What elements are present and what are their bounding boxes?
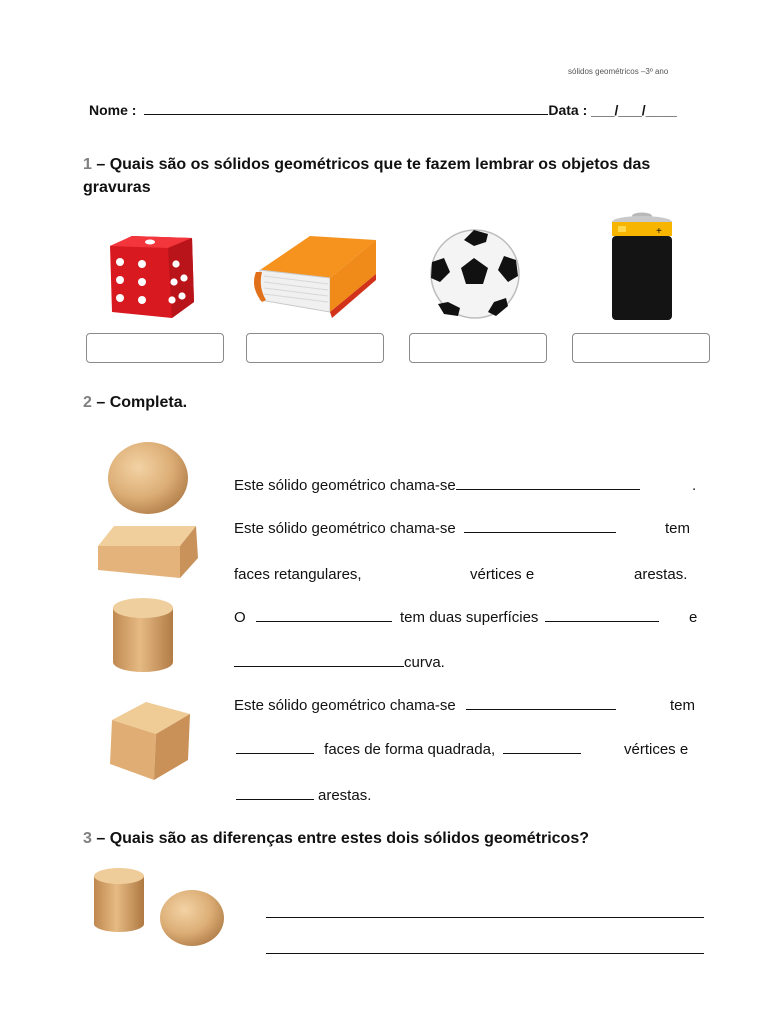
sphere-image [106,440,190,516]
cylinder-small-image [92,866,146,934]
dice-image [102,232,202,322]
soccer-ball-image [426,228,524,320]
q2-line-7a: faces de forma quadrada, [324,741,496,758]
question-1 [83,156,650,174]
answer-box-ball[interactable] [409,333,547,363]
question-1-number: 1 [83,156,92,173]
question-2-text: – Completa. [91,394,188,411]
q2-line-5 [234,654,445,671]
battery-image [608,210,676,322]
prism-image [96,522,200,580]
q2-blank-cylinder-name[interactable] [256,620,392,622]
q2-blank-cube-faces[interactable] [236,752,314,754]
q2-line-3b: vértices e [470,566,535,583]
q2-line-4a: O [234,609,246,626]
q2-line-4b: tem duas superfícies [400,609,539,626]
question-3 [83,830,589,848]
q2-blank-cube-vertices[interactable] [503,752,581,754]
question-1-text: – Quais são os sólidos geométricos que te fazem lembrar os objetos das [91,156,651,173]
q2-line-2 [234,520,616,537]
question-3-text: – Quais são as diferenças entre estes dois sólidos geométricos? [91,830,589,847]
cube-image [106,700,192,782]
q2-line-7b: vértices e [624,741,689,758]
q2-line-1-text: Este sólido geométrico chama-se [234,477,456,494]
cylinder-image [110,596,176,674]
question-1-line2: gravuras [83,179,151,196]
answer-box-battery[interactable] [572,333,710,363]
q2-line-5-text: curva. [404,654,445,671]
q2-line-2-text: Este sólido geométrico chama-se [234,520,456,537]
sphere-small-image [158,888,226,948]
q2-line-6-end: tem [670,697,696,714]
q2-blank-cube-edges[interactable] [236,798,314,800]
q2-blank-curved-surface[interactable] [234,665,404,667]
date-field[interactable]: ___/___/____ [591,102,677,118]
question-2-number: 2 [83,394,92,411]
q2-line-6 [234,697,616,714]
date-label: Data : [548,102,588,118]
question-3-number: 3 [83,830,92,847]
q2-line-3c: arestas. [634,566,688,583]
worksheet-subtitle: sólidos geométricos –3º ano [568,67,669,76]
q3-answer-line-1[interactable] [266,917,704,918]
q2-line-8-text: arestas. [318,787,372,804]
q2-line-8 [236,787,371,804]
q3-answer-line-2[interactable] [266,953,704,954]
name-date-row [89,102,677,118]
q2-blank-sphere-name[interactable] [456,488,640,490]
answer-box-dice[interactable] [86,333,224,363]
name-field[interactable] [144,113,548,115]
q2-line-1-end: . [692,477,697,494]
q2-line-7 [236,741,581,758]
q2-line-6-text: Este sólido geométrico chama-se [234,697,456,714]
answer-box-book[interactable] [246,333,384,363]
q2-line-4 [234,609,659,626]
q2-blank-prism-name[interactable] [464,531,616,533]
question-2 [83,394,187,412]
q2-blank-cube-name[interactable] [466,708,616,710]
q2-line-4c: e [689,609,698,626]
q2-line-1 [234,477,640,494]
q2-blank-surface-type[interactable] [545,620,659,622]
svg-text:+: + [656,226,662,237]
q2-line-3a: faces retangulares, [234,566,362,583]
q2-line-2-end: tem [665,520,691,537]
book-image [250,230,380,322]
name-label: Nome : [89,102,137,118]
